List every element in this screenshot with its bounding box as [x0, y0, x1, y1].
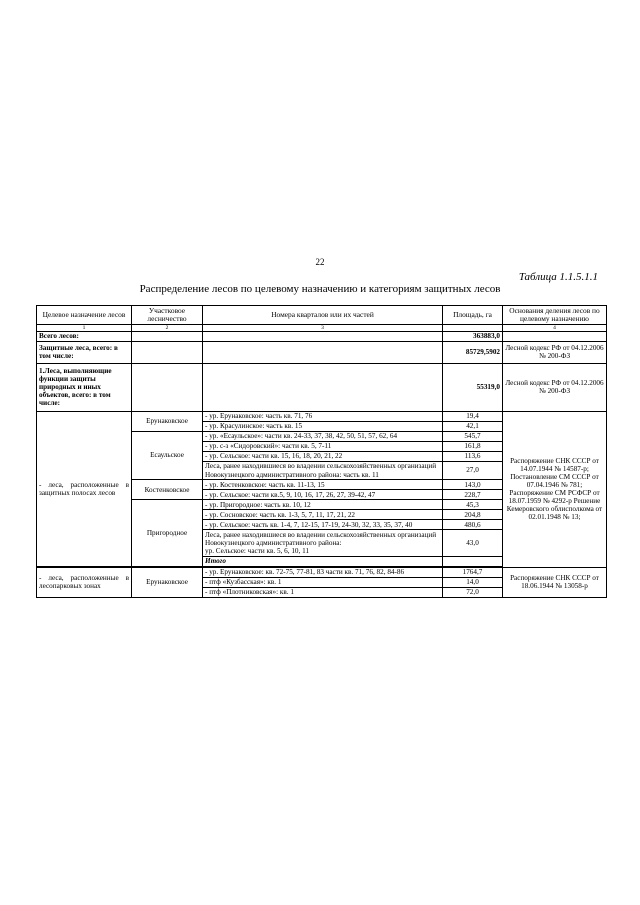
header-basis: Основания деления лесов по целевому назначению	[503, 306, 607, 325]
district-esaul: Есаульское	[132, 431, 203, 479]
area-cell: 204,8	[443, 510, 503, 520]
section1-total-label: Итого	[203, 556, 443, 566]
total-all-row	[37, 331, 607, 341]
area-cell: 545,7	[443, 431, 503, 441]
area-cell: 72,0	[443, 587, 503, 597]
quarters-cell: - ур. Сельское: части кв. 15, 16, 18, 20, 21, 22	[203, 451, 443, 461]
column-number-empty	[443, 324, 503, 331]
column-number: 3	[203, 324, 443, 331]
section1-purpose: - леса, расположенные в защитных полосах лесов	[37, 411, 132, 566]
quarters-cell: Леса, ранее находившиеся во владении сельскохозяйственных организаций Новокузнецкого административного района: часть кв. 11	[203, 461, 443, 479]
forest-distribution-table	[36, 305, 607, 598]
quarters-cell: - птф «Кузбасская»: кв. 1	[203, 577, 443, 587]
area-cell: 1764,7	[443, 567, 503, 577]
table-caption: Таблица 1.1.5.1.1	[518, 271, 598, 283]
area-cell: 480,6	[443, 520, 503, 530]
area-cell: 161,8	[443, 441, 503, 451]
table-title: Распределение лесов по целевому назначению и категориям защитных лесов	[139, 283, 501, 295]
district-erunak: Ерунаковское	[132, 411, 203, 431]
total-all-label: Всего лесов:	[37, 331, 132, 341]
protective-basis: Лесной кодекс РФ от 04.12.2006 № 200-ФЗ	[503, 341, 607, 363]
column-number: 4	[503, 324, 607, 331]
column-number: 2	[132, 324, 203, 331]
section2-district: Ерунаковское	[132, 567, 203, 597]
column-number-row	[37, 324, 607, 331]
protective-area: 85729,5902	[443, 341, 503, 363]
quarters-cell: - ур. Сельское: часть кв. 1-4, 7, 12-15, 17-19, 24-30, 32, 33, 35, 37, 40	[203, 520, 443, 530]
quarters-cell: - ур. Красулинское: часть кв. 15	[203, 421, 443, 431]
table-row	[37, 411, 607, 421]
nature-area: 55319,0	[443, 363, 503, 411]
nature-label: 1.Леса, выполняющие функции защиты природных и иных объектов, всего: в том числе:	[37, 363, 132, 411]
column-number: 1	[37, 324, 132, 331]
header-district: Участковое лесничество	[132, 306, 203, 325]
nature-basis: Лесной кодекс РФ от 04.12.2006 № 200-ФЗ	[503, 363, 607, 411]
page-number: 22	[315, 257, 325, 267]
header-purpose: Целевое назначение лесов	[37, 306, 132, 325]
section2-basis: Распоряжение СНК СССР от 18.06.1944 № 13058-р	[503, 567, 607, 597]
area-cell: 228,7	[443, 490, 503, 500]
quarters-cell	[203, 530, 443, 556]
header-quarters: Номера кварталов или их частей	[203, 306, 443, 325]
quarters-cell: - ур. Ерунаковское: кв. 72-75, 77-81, 83 части кв. 71, 76, 82, 84-86	[203, 567, 443, 577]
protective-total-row	[37, 341, 607, 363]
quarters-cell: - ур. «Есаульское»: части кв. 24-33, 37, 38, 42, 50, 51, 57, 62, 64	[203, 431, 443, 441]
quarters-cell: - ур. с-з «Сидоровский»: части кв. 5, 7-11	[203, 441, 443, 451]
total-all-area: 363883,0	[443, 331, 503, 341]
nature-protection-row	[37, 363, 607, 411]
quarters-cell: - ур. Сельское: части кв.5, 9, 10, 16, 17, 26, 27, 39-42, 47	[203, 490, 443, 500]
area-cell: 14,0	[443, 577, 503, 587]
area-cell: 27,0	[443, 461, 503, 479]
quarters-cell: - ур. Костенковское: часть кв. 11-13, 15	[203, 480, 443, 490]
header-area: Площадь, га	[443, 306, 503, 325]
quarters-cell: - ур. Сосновское: часть кв. 1-3, 5, 7, 11, 17, 21, 22	[203, 510, 443, 520]
district-prigor: Пригородное	[132, 500, 203, 566]
quarters-cell: - ур. Ерунаковское: часть кв. 71, 76	[203, 411, 443, 421]
header-row	[37, 306, 607, 325]
area-cell: 113,6	[443, 451, 503, 461]
quarters-text: Леса, ранее находившиеся во владении сельскохозяйственных организаций Новокузнецкого административного района:	[205, 530, 437, 547]
area-cell: 42,1	[443, 421, 503, 431]
protective-label: Защитные леса, всего: в том числе:	[37, 341, 132, 363]
quarters-cell: - ур. Пригородное: часть кв. 10, 12	[203, 500, 443, 510]
table-row	[37, 567, 607, 577]
area-cell: 143,0	[443, 480, 503, 490]
area-cell: 45,3	[443, 500, 503, 510]
quarters-text-2: ур. Сельское: части кв. 5, 6, 10, 11	[205, 547, 310, 555]
section1-basis: Распоряжение СНК СССР от 14.07.1944 № 14587-р; Постановление СМ СССР от 07.04.1946 № 781; Распоряжение СМ РСФСР от 18.07.1959 № 4292-р Решение Кемеровского облисполкома от 02.01.1948 № 13;	[503, 411, 607, 567]
area-cell: 43,0	[443, 530, 503, 556]
quarters-cell: - птф «Плотниковская»: кв. 1	[203, 587, 443, 597]
area-cell: 19,4	[443, 411, 503, 421]
district-kosten: Костенковское	[132, 480, 203, 500]
section2-purpose: - леса, расположенные в лесопарковых зонах	[37, 567, 132, 597]
